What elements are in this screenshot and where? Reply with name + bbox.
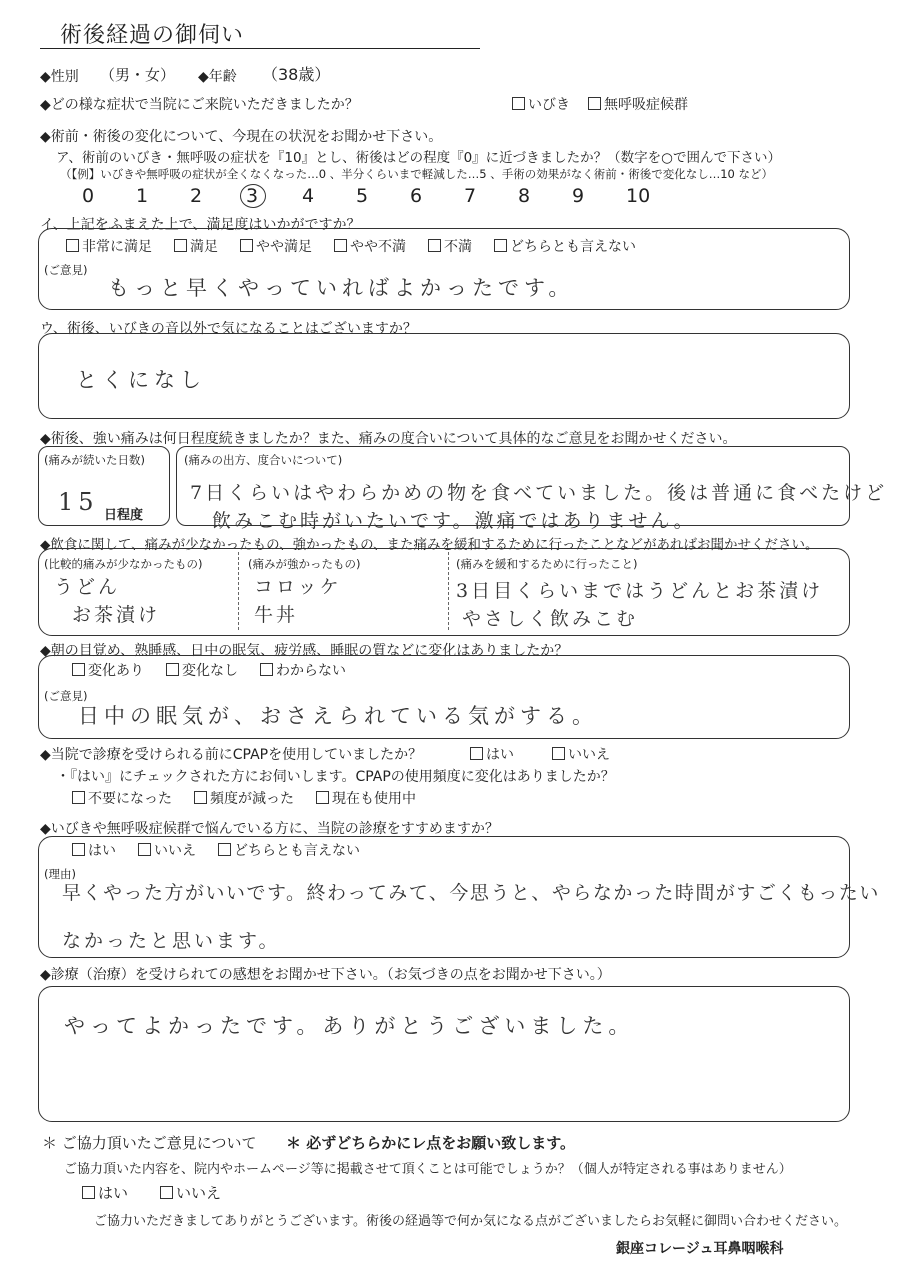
food-divider-2	[448, 552, 449, 630]
scale-value-1[interactable]: 1	[136, 185, 149, 207]
thanks-text: ご協力いただきましてありがとうございます。術後の経過等で何か気になる点がございましたらお気軽に御問い合わせください。	[94, 1214, 847, 1229]
option-label: 満足	[190, 239, 218, 255]
publish-question: ご協力頂いた内容を、院内やホームページ等に掲載させて頂くことは可能でしょうか？（個人が特定される事はありません）	[64, 1162, 792, 1177]
publish-yes[interactable]	[82, 1182, 128, 1203]
option-label: 変化あり	[88, 663, 144, 679]
pain-days-unit: 日程度	[104, 508, 144, 523]
scale-value-3[interactable]: 3	[240, 184, 266, 208]
sleep-option-1[interactable]	[166, 663, 238, 679]
recommend-option-2[interactable]	[218, 843, 360, 859]
food-heading: ◆飲食に関して、痛みが少なかったもの、強かったもの、また痛みを緩和するために行ったことなどがあればお聞かせください。	[40, 537, 819, 553]
scale-value-6[interactable]: 6	[410, 185, 423, 207]
scale-value-5[interactable]: 5	[356, 185, 369, 207]
option-label: いいえ	[176, 1184, 222, 1202]
option-label: 非常に満足	[82, 239, 152, 255]
publish-no[interactable]	[160, 1182, 221, 1203]
option-label: いいえ	[154, 843, 196, 859]
option-label: 不要になった	[88, 791, 172, 807]
scale-value-9[interactable]: 9	[572, 185, 585, 207]
page-title: 術後経過の御伺い	[60, 23, 245, 48]
recommend-options[interactable]	[72, 840, 382, 860]
impression-box	[38, 986, 850, 1122]
food-high-pain-label: (痛みが強かったもの)	[248, 557, 361, 571]
sleep-opinion[interactable]: 日中の眠気が、おさえられている気がする。	[78, 704, 598, 728]
change-sub: ア、術前のいびき・無呼吸の症状を『10』とし、術後はどの程度『0』に近づきましたか？（数字を○で囲んで下さい）	[56, 150, 781, 166]
food-low-pain-1[interactable]: うどん	[54, 576, 121, 598]
checkbox-checked-icon	[66, 239, 79, 252]
pain-detail-line2[interactable]: 飲みこむ時がいたいです。激痛ではありません。	[212, 510, 696, 532]
checkbox-checked-icon	[82, 1186, 95, 1199]
checkbox-icon	[240, 239, 253, 252]
food-relief-2[interactable]: やさしく飲みこむ	[462, 608, 639, 630]
satisfaction-option-1[interactable]	[174, 239, 218, 255]
pain-detail-label: (痛みの出方、度合いについて)	[184, 453, 343, 467]
cpap-no[interactable]	[552, 744, 610, 764]
title-underline	[40, 48, 480, 49]
option-label: はい	[98, 1184, 129, 1202]
age-value[interactable]: （38歳）	[262, 65, 331, 84]
recommend-reason-line2[interactable]: なかったと思います。	[62, 930, 281, 952]
cpap-yes[interactable]	[470, 744, 514, 764]
option-label: 変化なし	[182, 663, 238, 679]
scale-value-0[interactable]: 0	[82, 185, 95, 207]
recommend-heading: ◆いびきや無呼吸症候群で悩んでいる方に、当院の診療をすすめますか？	[40, 821, 499, 837]
severity-scale[interactable]	[82, 184, 668, 208]
checkbox-icon	[166, 663, 179, 676]
food-low-pain-label: (比較的痛みが少なかったもの)	[44, 557, 203, 571]
pain-detail-line1[interactable]: 7日くらいはやわらかめの物を食べていました。後は普通に食べたけど	[190, 482, 888, 504]
checkbox-checked-icon	[512, 97, 525, 110]
satisfaction-option-5[interactable]	[494, 239, 636, 255]
satisfaction-option-2[interactable]	[240, 239, 312, 255]
checkbox-icon	[494, 239, 507, 252]
symptom-question: ◆どの様な症状で当院にご来院いただきましたか？	[40, 97, 359, 113]
checkbox-icon	[72, 791, 85, 804]
impression-answer[interactable]: やってよかったです。ありがとうございました。	[64, 1014, 635, 1038]
satisfaction-options[interactable]	[66, 236, 658, 256]
opinion-label: (ご意見)	[44, 263, 88, 277]
option-label: やや満足	[256, 239, 312, 255]
recommend-reason-label: (理由)	[44, 867, 76, 881]
pain-days-label: (痛みが続いた日数)	[44, 453, 145, 467]
change-example: （【例】いびきや無呼吸の症状が全くなくなった…0 、半分くらいまで軽減した…5 、手術の効果がなく術前・術後で変化なし…10 など）	[60, 167, 773, 181]
checkbox-icon	[218, 843, 231, 856]
option-label: どちらとも言えない	[234, 843, 360, 859]
checkbox-icon	[72, 663, 85, 676]
food-low-pain-2[interactable]: お茶漬け	[72, 604, 161, 626]
checkbox-icon	[174, 239, 187, 252]
option-label: 現在も使用中	[332, 791, 416, 807]
checkbox-checked-icon	[72, 843, 85, 856]
symptom-option-snoring[interactable]	[512, 94, 570, 114]
satisfaction-option-0[interactable]	[66, 239, 152, 255]
sleep-opinion-label: (ご意見)	[44, 689, 88, 703]
recommend-option-0[interactable]	[72, 843, 116, 859]
option-label: わからない	[276, 663, 346, 679]
option-label: はい	[486, 747, 514, 763]
scale-value-10[interactable]: 10	[626, 185, 651, 207]
footer-note-1: ＊ ご協力頂いたご意見について	[42, 1134, 257, 1152]
sleep-options[interactable]	[72, 660, 368, 680]
option-label: はい	[88, 843, 116, 859]
option-label: いいえ	[568, 747, 610, 763]
cpap-option-0[interactable]	[72, 791, 172, 807]
scale-value-4[interactable]: 4	[302, 185, 315, 207]
impression-heading: ◆診療（治療）を受けられての感想をお聞かせ下さい。（お気づきの点をお聞かせ下さい。）	[40, 967, 611, 983]
symptom-option-apnea[interactable]	[588, 94, 688, 114]
satisfaction-heading: イ、上記をふまえた上で、満足度はいかがですか？	[40, 217, 361, 233]
gender-value[interactable]: （男・女）	[100, 66, 176, 84]
pain-heading: ◆術後、強い痛みは何日程度続きましたか？また、痛みの度合いについて具体的なご意見をお聞かせください。	[40, 431, 737, 447]
checkbox-icon	[428, 239, 441, 252]
sleep-option-0[interactable]	[72, 663, 144, 679]
recommend-option-1[interactable]	[138, 843, 196, 859]
food-divider-1	[238, 552, 239, 630]
clinic-name: 銀座コレージュ耳鼻咽喉科	[616, 1241, 784, 1257]
checkbox-icon	[194, 791, 207, 804]
checkbox-checked-icon	[588, 97, 601, 110]
option-label: やや不満	[350, 239, 406, 255]
option-label: 頻度が減った	[210, 791, 294, 807]
checkbox-icon	[260, 663, 273, 676]
other-concern-answer[interactable]: とくになし	[76, 368, 206, 392]
sleep-option-2[interactable]	[260, 663, 346, 679]
age-label: ◆年齢	[198, 69, 237, 85]
checkbox-icon	[138, 843, 151, 856]
food-high-pain-2[interactable]: 牛丼	[254, 604, 299, 626]
option-label: 不満	[444, 239, 472, 255]
scale-value-8[interactable]: 8	[518, 185, 531, 207]
footer-note-2: ＊ 必ずどちらかにレ点をお願い致します。	[286, 1134, 576, 1152]
food-high-pain-1[interactable]: コロッケ	[254, 576, 342, 598]
food-relief-label: (痛みを緩和するために行ったこと)	[456, 557, 638, 571]
change-heading: ◆術前・術後の変化について、今現在の状況をお聞かせ下さい。	[40, 129, 443, 145]
sleep-heading: ◆朝の目覚め、熟睡感、日中の眠気、疲労感、睡眠の質などに変化はありましたか？	[40, 643, 569, 659]
satisfaction-option-3[interactable]	[334, 239, 406, 255]
option-label: 無呼吸症候群	[604, 97, 688, 113]
checkbox-checked-icon	[552, 747, 565, 760]
cpap-heading: ◆当院で診療を受けられる前にCPAPを使用していましたか？	[40, 747, 423, 763]
pain-days-value[interactable]: 15	[58, 488, 99, 516]
option-label: いびき	[528, 97, 570, 113]
recommend-reason-line1[interactable]: 早くやった方がいいです。終わってみて、今思うと、やらなかった時間がすごくもったい	[62, 882, 880, 904]
checkbox-icon	[334, 239, 347, 252]
scale-value-2[interactable]: 2	[190, 185, 203, 207]
other-concern-heading: ウ、術後、いびきの音以外で気になることはございますか？	[40, 321, 417, 337]
food-relief-1[interactable]: 3日目くらいまではうどんとお茶漬け	[456, 580, 824, 602]
satisfaction-option-4[interactable]	[428, 239, 472, 255]
checkbox-icon	[470, 747, 483, 760]
satisfaction-opinion[interactable]: もっと早くやっていればよかったです。	[108, 276, 575, 300]
scale-value-7[interactable]: 7	[464, 185, 477, 207]
checkbox-icon	[316, 791, 329, 804]
checkbox-icon	[160, 1186, 173, 1199]
option-label: どちらとも言えない	[510, 239, 636, 255]
cpap-sub-options[interactable]	[72, 788, 438, 808]
cpap-option-2[interactable]	[316, 791, 416, 807]
cpap-option-1[interactable]	[194, 791, 294, 807]
cpap-sub: ・『はい』にチェックされた方にお伺いします。CPAPの使用頻度に変化はありましたか？	[56, 769, 615, 785]
gender-label: ◆性別	[40, 69, 79, 85]
